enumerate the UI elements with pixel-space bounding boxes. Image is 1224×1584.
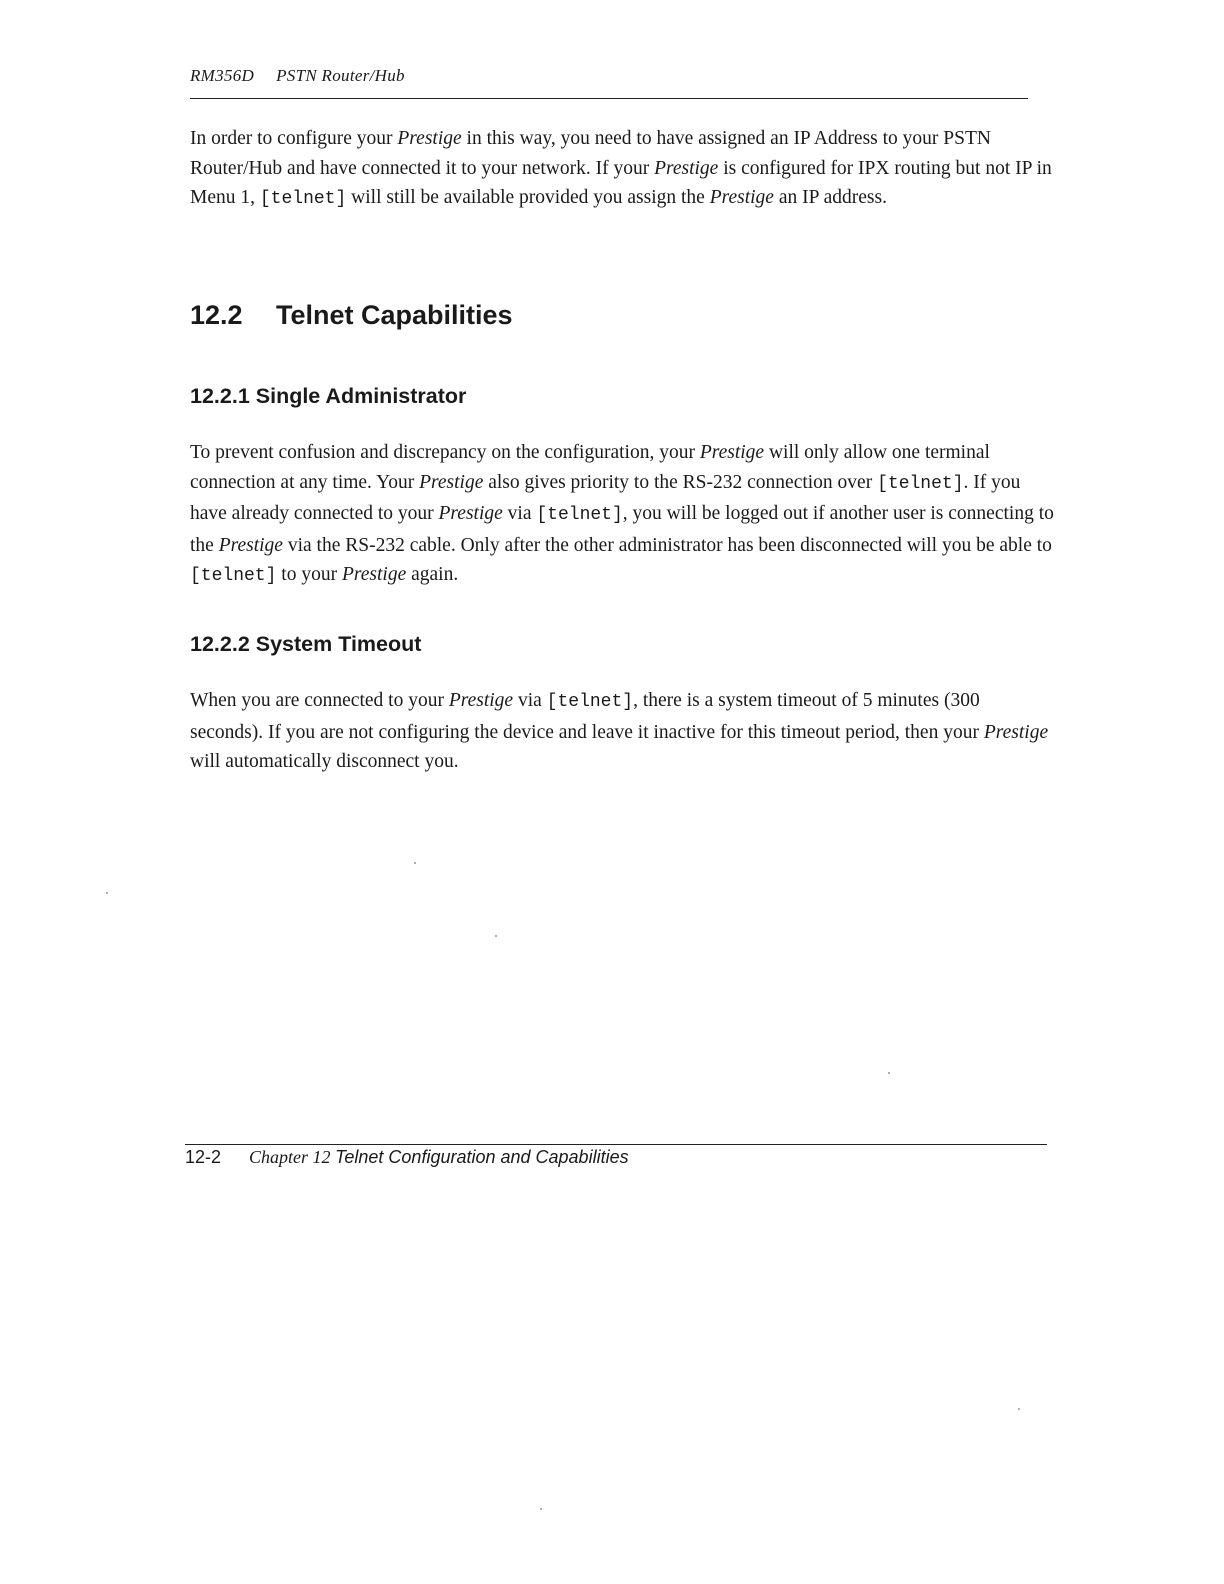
footer-chapter-title: Telnet Configuration and Capabilities: [335, 1147, 629, 1167]
section-heading: [190, 300, 513, 331]
prestige-product-name: Prestige: [419, 471, 484, 493]
prestige-product-name: Prestige: [709, 187, 774, 208]
prestige-product-name: Prestige: [654, 157, 719, 179]
telnet-command: [telnet]: [877, 473, 964, 494]
intro-paragraph: In order to configure your Prestige in this way, you need to have assigned an IP Address to your PSTN Router/Hub and have connected it to your network. If your Prestige is configured for IPX routing but not IP in Menu 1, [telnet] will still be available provided you assign the Prestige an IP address.: [190, 128, 1052, 209]
running-header-text: [190, 66, 405, 86]
running-header: [190, 64, 1028, 99]
prestige-product-name: Prestige: [699, 442, 765, 463]
telnet-command: [telnet]: [546, 692, 634, 712]
telnet-command: [telnet]: [259, 189, 347, 209]
footer-chapter: Chapter 12: [249, 1147, 331, 1167]
running-footer-text: [185, 1147, 629, 1168]
scan-speck: [1018, 1408, 1020, 1410]
telnet-command: [telnet]: [190, 566, 277, 586]
section-number: 12.2: [190, 300, 243, 330]
prestige-product-name: Prestige: [448, 690, 514, 711]
prestige-product-name: Prestige: [341, 564, 407, 585]
header-model: RM356D: [190, 66, 255, 85]
subsection-heading-system-timeout: 12.2.2 System Timeout: [190, 632, 422, 656]
prestige-product-name: Prestige: [218, 534, 283, 556]
scan-speck: [106, 892, 108, 894]
scan-speck: [495, 935, 497, 937]
scan-speck: [414, 862, 416, 864]
prestige-product-name: Prestige: [397, 128, 462, 149]
running-footer: [185, 1144, 1047, 1167]
subsection-heading-single-administrator: 12.2.1 Single Administrator: [190, 384, 467, 408]
prestige-product-name: Prestige: [438, 503, 503, 524]
single-administrator-paragraph: To prevent confusion and discrepancy on the configuration, your Prestige will only allow one terminal connection at any time. Your Prestige also gives priority to the RS-232 connection over [telnet]. If you have already connected to your Prestige via [telnet], you will be logged out if another user is connecting to the Prestige via the RS-232 cable. Only after the other administrator has been disconnected will you be able to [telnet] to your Prestige again.: [190, 442, 1054, 586]
page-number: 12-2: [185, 1147, 222, 1167]
system-timeout-paragraph: When you are connected to your Prestige via [telnet], there is a system timeout of 5 minutes (300 seconds). If you are not configuring the device and leave it inactive for this timeout period, then your Prestige will automatically disconnect you.: [190, 690, 1049, 772]
header-product: PSTN Router/Hub: [276, 66, 405, 85]
scan-speck: [888, 1072, 890, 1074]
section-title: Telnet Capabilities: [276, 300, 513, 330]
telnet-command: [telnet]: [536, 505, 623, 525]
prestige-product-name: Prestige: [983, 721, 1049, 743]
scan-speck: [540, 1508, 542, 1510]
